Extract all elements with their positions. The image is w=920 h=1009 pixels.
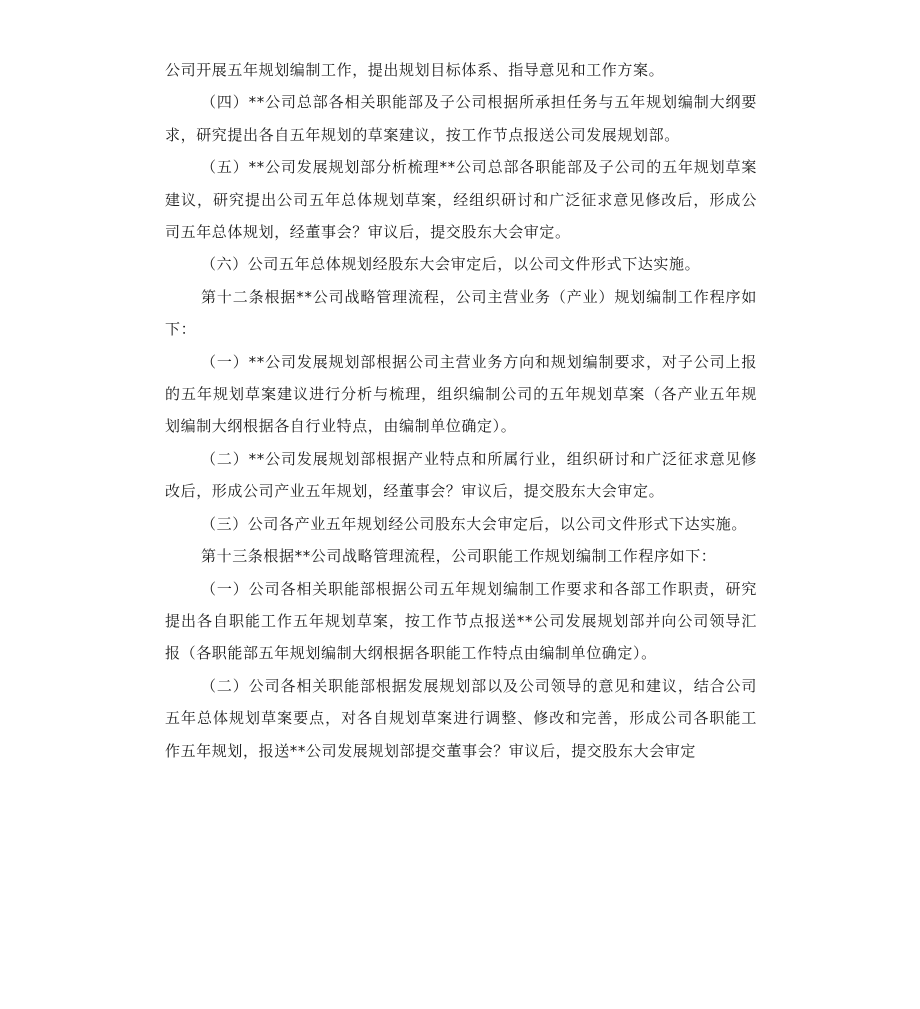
article-12-item-3: （三）公司各产业五年规划经公司股东大会审定后，以公司文件形式下达实施。 <box>201 514 748 533</box>
article-12-item-2: （二）**公司发展规划部根据产业特点和所属行业，组织研讨和广泛征求意见修改后，形成公司产业五年规划，经董事会？审议后，提交股东大会审定。 <box>165 449 757 501</box>
article-13-item-1: （一）公司各相关职能部根据公司五年规划编制工作要求和各部工作职责，研究提出各自职能工作五年规划草案，按工作节点报送**公司发展规划部并向公司领导汇报（各职能部五年规划编制大纲根据各职能工作特点由编制单位确定）。 <box>165 579 757 663</box>
paragraph-item-6: （六）公司五年总体规划经股东大会审定后，以公司文件形式下达实施。 <box>201 255 701 274</box>
document-body <box>165 54 757 767</box>
paragraph-item-5: （五）**公司发展规划部分析梳理**公司总部各职能部及子公司的五年规划草案建议，研究提出公司五年总体规划草案，经组织研讨和广泛征求意见修改后，形成公司五年总体规划，经董事会？审议后，提交股东大会审定。 <box>165 158 757 242</box>
article-13-item-2: （二）公司各相关职能部根据发展规划部以及公司领导的意见和建议，结合公司五年总体规划草案要点，对各自规划草案进行调整、修改和完善，形成公司各职能工作五年规划，报送**公司发展规划部提交董事会？审议后，提交股东大会审定 <box>165 676 757 760</box>
article-12-item-1: （一）**公司发展规划部根据公司主营业务方向和规划编制要求，对子公司上报的五年规划草案建议进行分析与梳理，组织编制公司的五年规划草案（各产业五年规划编制大纲根据各自行业特点，由编制单位确定）。 <box>165 352 757 436</box>
paragraph-item-4: （四）**公司总部各相关职能部及子公司根据所承担任务与五年规划编制大纲要求，研究提出各自五年规划的草案建议，按工作节点报送公司发展规划部。 <box>165 93 757 144</box>
article-12: 第十二条根据**公司战略管理流程，公司主营业务（产业）规划编制工作程序如下： <box>165 287 757 339</box>
paragraph-continuation: 公司开展五年规划编制工作，提出规划目标体系、指导意见和工作方案。 <box>165 61 665 79</box>
article-13: 第十三条根据**公司战略管理流程，公司职能工作规划编制工作程序如下： <box>201 547 717 566</box>
